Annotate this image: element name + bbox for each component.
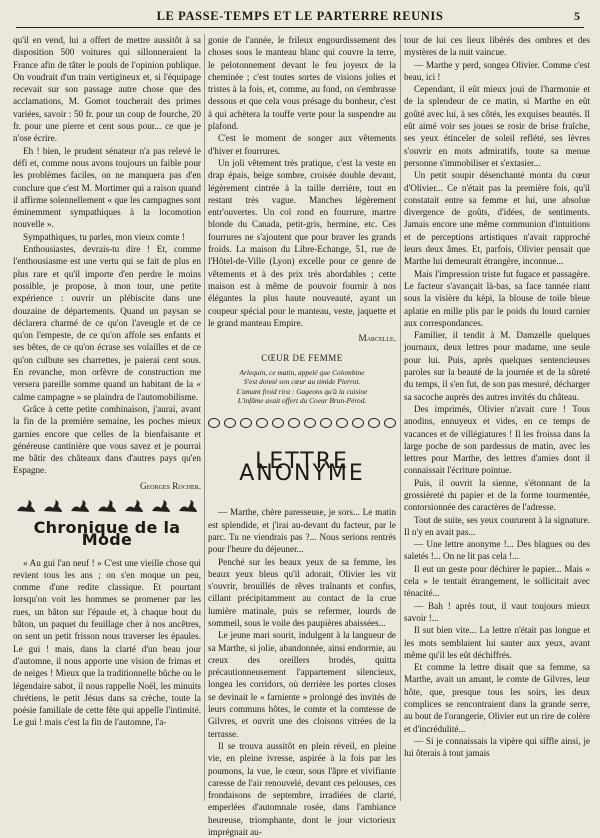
paragraph: Grâce à cette petite combinaison, j'aurai, avant la fin de la première semaine, les poches mieux garnies encore que celles de la bienfaisante et généreuse cantinière que vous savez et je pourrai me bâtir des châteaux dans d'autres pays qu'en Espagne.: [13, 403, 201, 476]
paragraph: Il se trouva aussitôt en plein réveil, en pleine vie, en pleine ivresse, aspirée à la fois par les poumons, la vue, le cœur, sous l'âpre et vivifiante caresse de l'air renouvelé, devant ces pelouses, ces frondaisons de septembre, irradiées de clarté, emperlées d'automnale rosée, dans l'ambiance heureuse, triomphante, dont le jour victorieux imprégnait au-: [208, 740, 396, 838]
poem-line: L'amant froid rira : Gageons qu'à la cuisine: [236, 386, 368, 396]
column-2: [208, 34, 396, 838]
paragraph: qu'il en vend, lui a offert de mettre aussitôt à sa disposition 500 voitures qui sillonneraient la France afin de tâter le pouls de l'opinion publique. On voudrait d'un train vertigineux et, si l'équipage recevait sur son passage autre chose que des acclamations, M. Gomot toucherait des primes variées, savoir : 50 fr. pour un coup de fourche, 20 fr. pour une pierre et cent sous pour... ce que je n'ose écrire.: [13, 35, 201, 144]
journal-title: LE PASSE-TEMPS ET LE PARTERRE REUNIS: [156, 9, 444, 23]
paragraph: « Au gui l'an neuf ! » C'est une vieille chose qui revient tous les ans ; on s'en moque un peu, comme d'une redite classique. Et pourtant lorsqu'on voit les hommes se promener par les rues, un bâton sur l'épaule et, à chaque bout du bâton, un paquet du feuillage cher à nos ancêtres, on sent un petit frisson nous traverser les épaules. Le gui ! mais, dans la clarté d'un beau jour d'automne, il nous apporte une vision de frimas et de neiges ! Mieux que la traditionnelle bûche ou le légendaire sabot, il nous rappelle Noël, les minuits chrétiens, le petit Jésus dans sa crèche, toute la poésie familiale de cette fête qui appelle l'intimité. Le gui ! mais c'est la fin de l'automne, l'a-: [13, 557, 201, 728]
paragraph: Familier, il tendit à M. Damzelle quelques journaux, deux lettres pour madame, une seule pour lui. Puis, après quelques sentencieuses paroles sur la beauté de la journée et de la sûreté du temps, il s'en fut, de son pas mesuré, décharger sa sacoche auprès des autres invités du château.: [404, 330, 590, 402]
paragraph: Sympathiques, tu parles, mon vieux comte !: [23, 231, 185, 242]
paragraph: Un petit soupir désenchanté monta du cœur d'Olivier... Ce n'était pas la première fois, qu'il constatait entre sa femme et lui, une absolue divergence de goûts, d'idées, de sentiments. Jamais encore une même communion d'intuitions et de perceptions artistiques n'avait rapproché leurs deux âmes. Et, parfois, Olivier pensait que Marthe lui demeurait étrangère, inconnue...: [404, 170, 590, 267]
swan-ornament-icon: [42, 498, 64, 514]
swan-ornament-icon: [177, 498, 199, 514]
paragraph: Tout de suite, ses yeux coururent à la signature. Il n'y en avait pas...: [404, 514, 590, 537]
page-header: [16, 6, 584, 28]
column-1: [13, 34, 201, 801]
ring-ornament-icon: [240, 418, 252, 428]
paragraph: Enthousiastes, devrais-tu dire ! Et, comme l'enthousiasme est une vertu qui se fait de plus en plus rare et qu'il importe d'en perdre le moins possible, je propose, à mon tour, une petite expérience : ouvrir un plébiscite dans une douzaine de départements. Quand un paysan se déclarera charmé de ce qu'on l'aveugle et de ce qu'on l'empeste, de ce qu'on affole ses enfants et ses bêtes, de ce qu'on écrase ses volailles et de ce qu'on culbute ses charrettes, je paierai cent sous. En revanche, mon orfèvre de construction me versera pareille somme quand un habitant de la « calme campagne » se plaindra de l'automobilisme.: [13, 244, 201, 402]
paragraph: Des imprimés, Olivier n'avait cure ! Tous anodins, ennuyeux et vides, en ce temps de vacances et de villégiatures ! Il les froissa dans la large poche de son pardessus de matin, avec les lettres pour Marthe, des lettres d'amies dont il connaissait l'écriture pointue.: [404, 403, 590, 476]
ring-ornament-icon: [304, 418, 316, 428]
ring-ornament-icon: [288, 418, 300, 428]
ring-ornament-icon: [272, 418, 284, 428]
paragraph: C'est le moment de songer aux vêtements d'hiver et fourrures.: [208, 133, 396, 156]
swan-ornament-icon: [150, 498, 172, 514]
poem-title: CŒUR DE FEMME: [261, 353, 343, 364]
swan-ornament-icon: [123, 498, 145, 514]
paragraph: Il sut bien vite... La lettre n'était pas longue et les mots semblaient lui sauter aux yeux, avant même qu'il les eût déchiffrés.: [404, 625, 590, 660]
ring-ornament-icon: [384, 418, 396, 428]
ring-ornament-icon: [320, 418, 332, 428]
author-signature: Georges Rocher.: [139, 480, 201, 491]
page-number: 5: [574, 9, 580, 23]
paragraph: Et comme la lettre disait que sa femme, sa Marthe, avait un amant, le comte de Gilvres, leur hôte, que, presque tous les soirs, les deux complices se rencontraient dans la grande serre, au bout de l'orangerie, Olivier eut un rire de colère et d'incrédulité...: [404, 662, 590, 734]
ornament-divider: [15, 498, 199, 514]
paragraph: Il eut un geste pour déchirer le papier... Mais « cela » le tentait étrangement, le sollicitait avec ténacité...: [404, 563, 590, 599]
paragraph: Eh ! bien, le prudent sénateur n'a pas relevé le défi et, comme nous avons toujours un faible pour les problèmes faciles, on ne manquera pas d'en conclure que c'est M. Mortimer qui a raison quand il affirme solennellement « que les campagnes sont éminemment sympathiques à la locomotion nouvelle ».: [13, 145, 201, 230]
column-rule: [204, 34, 205, 801]
paragraph: — Marthe y perd, songea Olivier. Comme c'est beau, ici !: [404, 59, 590, 82]
paragraph: tour de lui ces lieux libérés des ombres et des mystères de la nuit vaincue.: [404, 35, 590, 58]
ring-ornament-icon: [336, 418, 348, 428]
paragraph: Cependant, il eût mieux joui de l'harmonie et de la splendeur de ce matin, si Marthe en eût goûté avec lui, à ses côtés, les exquises beautés. Il eût aimé voir ses joues se rosir de brise fraîche, ses yeux étinceler de soleil reflété, ses lèvres s'ouvrir en mots admiratifs, toute sa menue personne s'immobiliser et s'extasier...: [404, 84, 590, 168]
swan-ornament-icon: [15, 498, 37, 514]
swan-ornament-icon: [96, 498, 118, 514]
paragraph: — Une lettre anonyme !... Des blagues ou des saletés !... On ne lit pas cela !...: [404, 539, 590, 562]
author-signature: Marcelle.: [358, 333, 396, 344]
ornament-divider: [208, 418, 396, 428]
paragraph: Puis, il ouvrit la sienne, s'étonnant de la grossièreté du papier et de la forme tourmentée, contorsionnée des caractères de l'adresse.: [404, 477, 590, 513]
paragraph: — Bah ! après tout, il vaut toujours mieux savoir !...: [404, 600, 590, 623]
paragraph: Penché sur les beaux yeux de sa femme, les beaux yeux bleus qu'il adorait, Olivier les vit s'ouvrir, brouillés de rêves traînants et confus, cillant précipitamment au contact de la crue lumière matinale, puis se refermer, lourds de sommeil, sous le voile des paupières abaissées...: [208, 556, 396, 628]
ring-ornament-icon: [208, 418, 220, 428]
section-heading: Chronique de la Mode: [33, 517, 181, 550]
swan-ornament-icon: [69, 498, 91, 514]
paragraph: Mais l'impression triste fut fugace et passagère. Le facteur s'avançait là-bas, sa face tannée riant sous la visière du képi, la blouse de toile bleue aplatie en mille plis par le poids du lourd carnier aux correspondances.: [404, 268, 590, 328]
ring-ornament-icon: [368, 418, 380, 428]
paragraph: — Si je connaissais la vipère qui siffle ainsi, je lui ôterais à tout jamais: [404, 735, 590, 759]
column-rule: [400, 34, 401, 801]
paragraph: Le jeune mari sourit, indulgent à la langueur de sa Marthe, si jolie, abandonnée, ainsi endormie, au creux des oreillers brodés, quitta précautionneusement l'appartement silencieux, longea les corridors, où derrière les portes closes se devinait le « farniente » prolongé des invités de leurs communs hôtes, le comte et la comtesse de Gilvres, et ouvrit une des cloisons vitrées de la terrasse.: [208, 630, 396, 739]
ring-ornament-icon: [352, 418, 364, 428]
ring-ornament-icon: [224, 418, 236, 428]
story-title: LETTRE ANONYME: [239, 448, 365, 487]
poem-line: L'infâme avait offert du Coeur Brun-Pérod.: [237, 396, 367, 406]
poem-line: Arlequin, ce matin, appelé que Colombine: [239, 367, 365, 377]
paragraph: gonie de l'année, le frileux engourdissement des choses sous le manteau blanc qui couvre la terre, le pelotonnement devant le feu joyeux de la cheminée ; c'est toutes sortes de visions jolies et tristes à la fois, et, comme, au fond, on s'embrasse dessous et que cela vous présage du bonheur, c'est à qui achètera la touffe verte pour la suspendre au plafond.: [208, 35, 396, 132]
paragraph: — Marthe, chère paresseuse, je sors... Le matin est splendide, et j'irai au-devant du facteur, par le parc. Tu ne viendrais pas ?... Nous serions rentrés pour l'heure du déjeuner...: [208, 507, 396, 555]
ring-ornament-icon: [256, 418, 268, 428]
poem-line: S'est donné son cœur au timide Pierrot.: [243, 377, 361, 387]
column-3: [404, 34, 590, 801]
paragraph: Un joli vêtement très pratique, c'est la veste en drap épais, beige sombre, croisée double devant, légèrement cintrée à la taille derrière, tout en restant très vague. Manches légèrement entr'ouvertes. Un col rond en fourrure, martre blonde du Canada, petit-gris, hermine, etc. Ces fourrures ne s'ajoutent que pour braver les grands froids. La maison du Libre-Echange, 51, rue de l'Hôtel-de-Ville (Lyon) excelle pour ce genre de vêtements et à des prix très abordables ; cette maison est à même de pouvoir fournir à nos élégantes la plus haute nouveauté, ayant un coupeur spécial pour le manteau, veste, jaquette et le grand manteau Empire.: [208, 157, 396, 328]
